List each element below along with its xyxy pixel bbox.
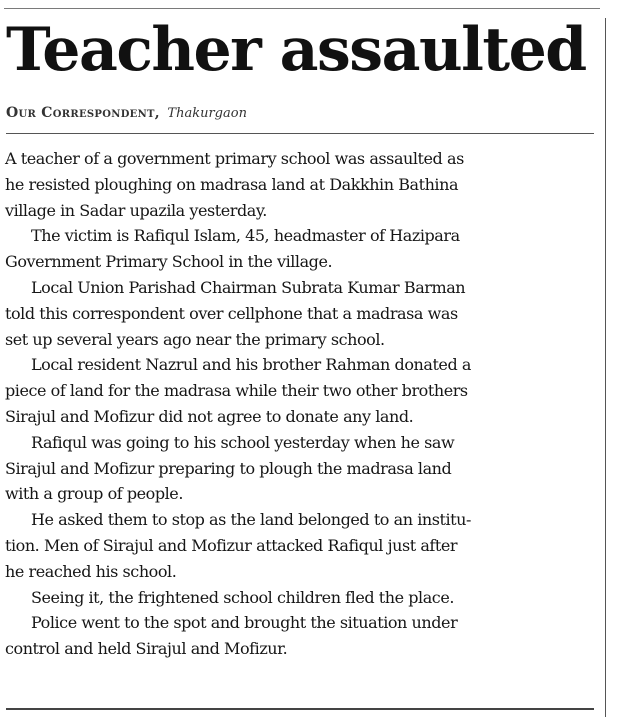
body-line: Local Union Parishad Chairman Subrata Kumar Barman	[31, 277, 466, 297]
body-line: Sirajul and Mofizur preparing to plough the madrasa land	[5, 458, 452, 478]
body-line: The victim is Rafiqul Islam, 45, headmaster of Hazipara	[31, 226, 460, 246]
body-line: He asked them to stop as the land belonged to an institu-	[31, 510, 471, 530]
body-line: tion. Men of Sirajul and Mofizur attacked Rafiqul just after	[5, 535, 458, 555]
byline-author: Our Correspondent,	[6, 105, 160, 121]
body-line: with a group of people.	[5, 484, 183, 504]
body-line: Government Primary School in the village.	[5, 252, 333, 272]
byline	[6, 103, 247, 124]
body-line: control and held Sirajul and Mofizur.	[5, 639, 288, 659]
column-rule	[605, 18, 606, 717]
body-line: he reached his school.	[5, 561, 177, 581]
article-body	[5, 146, 597, 662]
headline: Teacher assaulted	[6, 15, 586, 85]
body-line: piece of land for the madrasa while their two other brothers	[5, 381, 468, 401]
body-line: told this correspondent over cellphone that a madrasa was	[5, 303, 458, 323]
body-line: Local resident Nazrul and his brother Rahman donated a	[31, 355, 471, 375]
byline-rule	[6, 133, 594, 134]
body-line: Police went to the spot and brought the situation under	[31, 613, 458, 633]
body-line: village in Sadar upazila yesterday.	[5, 200, 267, 220]
body-line: Rafiqul was going to his school yesterday when he saw	[31, 432, 455, 452]
body-line: A teacher of a government primary school was assaulted as	[5, 149, 464, 168]
body-line: Sirajul and Mofizur did not agree to donate any land.	[5, 406, 414, 426]
body-line: Seeing it, the frightened school children fled the place.	[31, 587, 454, 607]
body-line: he resisted ploughing on madrasa land at Dakkhin Bathina	[5, 174, 459, 194]
byline-location: Thakurgaon	[167, 106, 247, 121]
body-line: set up several years ago near the primary school.	[5, 329, 385, 349]
bottom-rule	[6, 708, 594, 710]
